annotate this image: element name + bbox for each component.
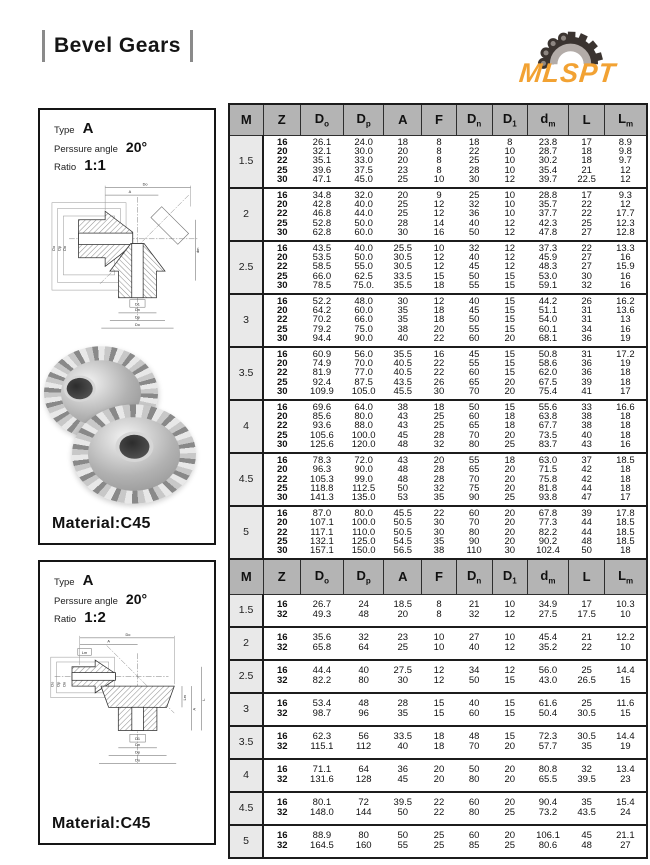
data-cell: 16.2 13.6 13 16 19: [616, 295, 635, 345]
data-cell: 60 80: [468, 796, 480, 818]
bevel-gear-table-1-2: [228, 558, 648, 859]
data-cell: 39 44 44 48 50: [581, 507, 592, 557]
data-cell: 23 25: [397, 631, 409, 653]
data-cell: 17.8 18.5 18.5 18.5 18: [616, 507, 635, 557]
data-cell: 64 128: [355, 763, 372, 785]
data-cell: 25 26.5: [577, 664, 596, 686]
data-cell: 20 25 25 28 30: [397, 189, 409, 239]
header-row: [229, 104, 647, 135]
data-cell: 18 22 25 28 30: [468, 136, 480, 186]
data-cell: 20 25: [504, 796, 516, 818]
svg-text:Do: Do: [135, 323, 140, 328]
module-cell: 2: [229, 188, 263, 241]
data-cell: 15 15: [504, 697, 516, 719]
data-cell: 63.0 71.5 75.8 81.8 93.8: [538, 454, 558, 504]
data-cell: 32 64: [358, 631, 369, 653]
data-cell: 12 12: [433, 664, 445, 686]
data-cell: 15 15 15 15 20: [504, 295, 516, 345]
data-cell: 64.0 80.0 88.0 100.0 120.0: [351, 401, 376, 451]
data-cell: 30 35 35 38 40: [397, 295, 409, 345]
data-cell: 72 144: [355, 796, 372, 818]
data-cell: 16 20 22 25 30: [276, 348, 288, 398]
data-cell: 26.7 49.3: [312, 598, 332, 620]
table-row: [229, 506, 647, 559]
data-cell: 55 65 70 75 90: [468, 454, 480, 504]
data-cell: 13.3 16 15.9 16 16: [616, 242, 635, 292]
data-cell: 35.6 65.8: [312, 631, 332, 653]
data-cell: 10 12: [504, 631, 516, 653]
data-cell: 28 35: [397, 697, 409, 719]
data-cell: 21.1 27: [616, 829, 635, 851]
data-cell: 30.5 35: [577, 730, 596, 752]
data-cell: 17 22 22 25 27: [581, 189, 592, 239]
data-cell: 14.4 19: [616, 730, 635, 752]
data-cell: 45.4 35.2: [538, 631, 558, 653]
data-cell: 16 20 22 25 30: [276, 189, 288, 239]
column-header-l: L: [569, 559, 605, 594]
table-row: [229, 825, 647, 858]
table-row: [229, 294, 647, 347]
data-cell: 45 55 60 65 70: [468, 348, 480, 398]
module-cell: 4.5: [229, 453, 263, 506]
data-cell: 32.0 40.0 44.0 50.0 60.0: [354, 189, 373, 239]
data-cell: 31 36 36 39 41: [581, 348, 592, 398]
pressure-angle-label: Perssure angle: [54, 144, 118, 155]
column-header-m: M: [229, 104, 263, 135]
data-cell: 8 8 8 8 10: [433, 136, 445, 186]
ratio-label: Ratio: [54, 162, 77, 173]
column-header-d1: $D_1$: [492, 104, 527, 135]
column-header-dp: $D_p$: [344, 104, 384, 135]
data-cell: 18.5 18 18 18 17: [616, 454, 635, 504]
column-header-dm: $d_m$: [527, 559, 568, 594]
module-cell: 3.5: [229, 726, 263, 759]
data-cell: 15 18 18 20 25: [504, 401, 516, 451]
column-header-a: A: [384, 104, 422, 135]
data-cell: 48.0 60.0 66.0 75.0 90.0: [354, 295, 373, 345]
data-cell: 67.8 77.3 82.2 90.2 102.4: [536, 507, 560, 557]
spec-block: [40, 562, 214, 626]
column-header-dm: $d_m$: [527, 104, 568, 135]
data-cell: 50.8 58.6 62.0 67.5 75.4: [538, 348, 558, 398]
svg-text:Lm: Lm: [81, 650, 88, 655]
data-cell: 10.3 10: [616, 598, 635, 620]
module-cell: 4: [229, 400, 263, 453]
data-cell: 55.6 63.8 67.7 73.5 83.7: [538, 401, 558, 451]
data-cell: 17.2 19 18 18 17: [616, 348, 635, 398]
data-cell: 25.5 30.5 30.5 33.5 35.5: [393, 242, 413, 292]
svg-text:A: A: [107, 639, 110, 644]
svg-text:D1: D1: [135, 302, 140, 307]
column-header-z: Z: [263, 559, 300, 594]
ratio-value: 1:1: [84, 157, 106, 174]
data-cell: 24.0 30.0 33.0 37.5 45.0: [354, 136, 373, 186]
column-header-l: L: [569, 104, 605, 135]
data-cell: 12 18 18 20 22: [433, 295, 445, 345]
data-cell: 18.5 20: [393, 598, 413, 620]
table-row: [229, 693, 647, 726]
data-cell: 8 8: [436, 598, 442, 620]
data-cell: 48 70: [468, 730, 480, 752]
svg-text:dm: dm: [196, 247, 201, 253]
table-row: [229, 726, 647, 759]
data-cell: 12.2 10: [616, 631, 635, 653]
data-cell: 18 20 20 20 25: [504, 454, 516, 504]
data-cell: 45.5 50.5 50.5 54.5 56.5: [393, 507, 413, 557]
data-cell: 8 10 10 10 12: [504, 136, 516, 186]
ratio-label: Ratio: [54, 614, 77, 625]
material-label: Material:C45: [52, 515, 151, 532]
column-header-a: A: [384, 559, 422, 594]
column-header-dn: $D_n$: [456, 104, 492, 135]
data-cell: 61.6 50.4: [538, 697, 558, 719]
data-cell: 16 20 22 25 30: [276, 136, 288, 186]
data-cell: 60 85: [468, 829, 480, 851]
data-cell: 16 32: [276, 763, 288, 785]
data-cell: 27 40: [468, 631, 480, 653]
data-cell: 50 60 65 70 80: [468, 401, 480, 451]
data-cell: 10 10 10 12 12: [504, 189, 516, 239]
data-cell: 12 12 12 15 15: [504, 242, 516, 292]
svg-text:Do: Do: [142, 182, 148, 187]
svg-text:Dp: Dp: [135, 315, 140, 320]
column-header-lm: $L_m$: [605, 559, 647, 594]
data-cell: 34.8 42.8 46.8 52.8 62.8: [312, 189, 332, 239]
data-cell: 16 32: [276, 829, 288, 851]
data-cell: 37.3 45.9 48.3 53.0 59.1: [538, 242, 558, 292]
svg-text:Do: Do: [125, 632, 131, 637]
module-cell: 2: [229, 627, 263, 660]
module-cell: 5: [229, 506, 263, 559]
pressure-angle-value: 20°: [125, 139, 148, 155]
technical-drawing-1-1: [45, 178, 209, 330]
data-cell: 80.0 100.0 110.0 125.0 150.0: [351, 507, 376, 557]
svg-text:Lm: Lm: [182, 695, 187, 701]
spec-block: [40, 110, 214, 174]
data-cell: 60.9 74.9 81.9 92.4 109.9: [310, 348, 334, 398]
data-cell: 71.1 131.6: [310, 763, 334, 785]
data-cell: 18 20 20 23 25: [397, 136, 409, 186]
ratio-value: 1:2: [84, 609, 106, 626]
column-header-dp: $D_p$: [344, 559, 384, 594]
data-cell: 16 32: [276, 730, 288, 752]
data-cell: 13.4 23: [616, 763, 635, 785]
title-left-bar: [42, 30, 45, 62]
data-cell: 15.4 24: [616, 796, 635, 818]
table-header: [229, 104, 647, 135]
svg-text:Do: Do: [51, 245, 56, 251]
data-cell: 44.4 82.2: [312, 664, 332, 686]
data-cell: 80.1 148.0: [310, 796, 334, 818]
svg-text:D1: D1: [135, 737, 141, 742]
module-cell: 3: [229, 693, 263, 726]
data-cell: 50 80: [468, 763, 480, 785]
data-cell: 25 25: [433, 829, 445, 851]
data-cell: 26.1 32.1 35.1 39.6 47.1: [312, 136, 332, 186]
data-cell: 87.0 107.1 117.1 132.1 157.1: [310, 507, 334, 557]
column-header-lm: $L_m$: [605, 104, 647, 135]
data-cell: 20 20: [504, 763, 516, 785]
data-cell: 40 60: [468, 697, 480, 719]
table-row: [229, 792, 647, 825]
data-cell: 34.9 27.5: [538, 598, 558, 620]
data-cell: 37 42 42 44 47: [581, 454, 592, 504]
table-row: [229, 241, 647, 294]
data-cell: 9.3 12 17.7 12.3 12.8: [616, 189, 635, 239]
data-cell: 16 32: [276, 598, 288, 620]
data-cell: 38 43 43 45 48: [397, 401, 409, 451]
data-cell: 9 12 12 14 16: [433, 189, 445, 239]
data-cell: 40 80: [358, 664, 369, 686]
data-cell: 10 10: [433, 631, 445, 653]
data-cell: 36 45: [397, 763, 409, 785]
data-cell: 17 18 18 21 22.5: [577, 136, 596, 186]
data-cell: 22 30 30 35 38: [433, 507, 445, 557]
svg-text:Dp: Dp: [57, 245, 62, 251]
pressure-angle-label: Perssure angle: [54, 596, 118, 607]
data-cell: 10 12 12 15 18: [433, 242, 445, 292]
svg-text:Dn: Dn: [135, 308, 140, 312]
data-cell: 12 15: [504, 664, 516, 686]
data-cell: 16.6 18 18 18 16: [616, 401, 635, 451]
column-header-do: $D_o$: [300, 104, 343, 135]
svg-text:Dn: Dn: [63, 245, 68, 251]
gear-photo: [40, 334, 214, 519]
material-label: Material:C45: [52, 815, 151, 832]
page-header: [42, 30, 193, 62]
data-cell: 17 17.5: [577, 598, 596, 620]
data-cell: 15 15 15 20 20: [504, 348, 516, 398]
data-cell: 26 31 31 34 36: [581, 295, 592, 345]
data-cell: 72.0 90.0 99.0 112.5 135.0: [351, 454, 376, 504]
table-row: [229, 594, 647, 627]
column-header-dn: $D_n$: [456, 559, 492, 594]
table-row: [229, 135, 647, 188]
type-label: Type: [54, 577, 75, 588]
data-cell: 22 22: [433, 796, 445, 818]
column-header-do: $D_o$: [300, 559, 343, 594]
data-cell: 28.8 35.7 37.7 42.3 47.8: [538, 189, 558, 239]
table-row: [229, 400, 647, 453]
svg-text:A: A: [128, 190, 132, 195]
data-cell: 34 50: [468, 664, 480, 686]
bevel-gear-table-1-1: [228, 103, 648, 560]
svg-text:Dp: Dp: [56, 681, 61, 687]
column-header-z: Z: [263, 104, 300, 135]
data-cell: 48 96: [358, 697, 369, 719]
data-cell: 35.5 40.5 40.5 43.5 45.5: [393, 348, 413, 398]
data-cell: 33.5 40: [393, 730, 413, 752]
data-cell: 72.3 57.7: [538, 730, 558, 752]
data-cell: 78.3 96.3 105.3 118.8 141.3: [310, 454, 334, 504]
module-cell: 1.5: [229, 135, 263, 188]
data-cell: 32 39.5: [577, 763, 596, 785]
pressure-angle-value: 20°: [125, 591, 148, 607]
data-cell: 16 32: [276, 796, 288, 818]
brand-logo: [500, 18, 635, 90]
spec-panel-ratio-1-2: [38, 560, 216, 845]
data-cell: 10 12: [504, 598, 516, 620]
technical-drawing-1-2: [45, 630, 209, 775]
svg-text:Dn: Dn: [62, 681, 67, 687]
table-row: [229, 347, 647, 400]
table-row: [229, 627, 647, 660]
module-cell: 4.5: [229, 792, 263, 825]
type-label: Type: [54, 125, 75, 136]
table-row: [229, 453, 647, 506]
data-cell: 40 45 50 55 60: [468, 295, 480, 345]
data-cell: 16 22 22 26 30: [433, 348, 445, 398]
data-cell: 56 112: [356, 730, 372, 752]
data-cell: 53.4 98.7: [312, 697, 332, 719]
module-cell: 2.5: [229, 660, 263, 693]
data-cell: 21 22: [581, 631, 592, 653]
data-cell: 20 25: [504, 829, 516, 851]
data-cell: 32 40 45 50 55: [468, 242, 480, 292]
module-cell: 4: [229, 759, 263, 792]
data-cell: 27.5 30: [393, 664, 413, 686]
data-cell: 16 20 22 25 30: [276, 242, 288, 292]
title-right-bar: [190, 30, 193, 62]
data-cell: 90.4 73.2: [538, 796, 558, 818]
data-cell: 52.2 64.2 70.2 79.2 94.4: [312, 295, 332, 345]
svg-text:Dn: Dn: [135, 742, 141, 747]
module-cell: 3.5: [229, 347, 263, 400]
spec-panel-ratio-1-1: [38, 108, 216, 545]
table-row: [229, 759, 647, 792]
column-header-f: F: [422, 559, 456, 594]
type-value: A: [82, 120, 94, 137]
table-row: [229, 188, 647, 241]
data-cell: 88.9 164.5: [310, 829, 334, 851]
data-cell: 16 32: [276, 664, 288, 686]
data-cell: 33 38 38 40 43: [581, 401, 592, 451]
data-cell: 16 20 22 25 30: [276, 401, 288, 451]
data-cell: 43.5 53.5 58.5 66.0 78.5: [312, 242, 332, 292]
data-cell: 16 20 22 25 30: [276, 507, 288, 557]
data-cell: 50 55: [397, 829, 409, 851]
data-cell: 15 15: [433, 697, 445, 719]
data-cell: 20 20: [433, 763, 445, 785]
data-cell: 21 32: [468, 598, 480, 620]
brand-name: MLSPT: [517, 58, 618, 88]
data-cell: 40.0 50.0 55.0 62.5 75.0.: [353, 242, 375, 292]
data-cell: 80.8 65.5: [538, 763, 558, 785]
data-cell: 56.0 43.0: [538, 664, 558, 686]
svg-text:Do: Do: [50, 681, 55, 687]
data-cell: 20 28 28 32 35: [433, 454, 445, 504]
header-row: [229, 559, 647, 594]
svg-text:L: L: [202, 698, 207, 701]
data-cell: 16 32: [276, 697, 288, 719]
data-cell: 43 48 48 50 53: [397, 454, 409, 504]
data-cell: 20 20 20 20 30: [504, 507, 516, 557]
data-cell: 45 48: [581, 829, 592, 851]
data-cell: 35 43.5: [577, 796, 596, 818]
data-cell: 16 20 22 25 30: [276, 454, 288, 504]
data-cell: 18 18: [433, 730, 445, 752]
data-cell: 25 30.5: [577, 697, 596, 719]
table-header: [229, 559, 647, 594]
data-cell: 23.8 28.7 30.2 35.4 39.7: [538, 136, 558, 186]
data-cell: 56.0 70.0 77.0 87.5 105.0: [351, 348, 376, 398]
column-header-m: M: [229, 559, 263, 594]
data-cell: 106.1 80.6: [536, 829, 560, 851]
data-cell: 16 20 22 25 30: [276, 295, 288, 345]
column-header-f: F: [422, 104, 456, 135]
svg-text:Dp: Dp: [135, 750, 141, 755]
data-cell: 24 48: [358, 598, 369, 620]
data-cell: 69.6 85.6 93.6 105.6 125.6: [310, 401, 334, 451]
module-cell: 2.5: [229, 241, 263, 294]
column-header-d1: $D_1$: [492, 559, 527, 594]
module-cell: 5: [229, 825, 263, 858]
data-cell: 22 27 27 30 32: [581, 242, 592, 292]
module-cell: 1.5: [229, 594, 263, 627]
data-cell: 25 32 36 40 50: [468, 189, 480, 239]
data-cell: 62.3 115.1: [310, 730, 334, 752]
data-cell: 16 32: [276, 631, 288, 653]
data-cell: 18 25 25 28 32: [433, 401, 445, 451]
data-cell: 11.6 15: [616, 697, 635, 719]
data-cell: 60 70 80 90 110: [466, 507, 482, 557]
page-title: Bevel Gears: [54, 34, 181, 57]
type-value: A: [82, 572, 94, 589]
svg-text:Do: Do: [135, 758, 141, 763]
module-cell: 3: [229, 294, 263, 347]
data-cell: 15 20: [504, 730, 516, 752]
table-row: [229, 660, 647, 693]
data-cell: 14.4 15: [616, 664, 635, 686]
data-cell: 39.5 50: [393, 796, 413, 818]
data-cell: 8.9 9.8 9.7 12 12: [618, 136, 632, 186]
data-cell: 44.2 51.1 54.0 60.1 68.1: [538, 295, 558, 345]
svg-text:A: A: [192, 707, 197, 711]
data-cell: 80 160: [355, 829, 372, 851]
